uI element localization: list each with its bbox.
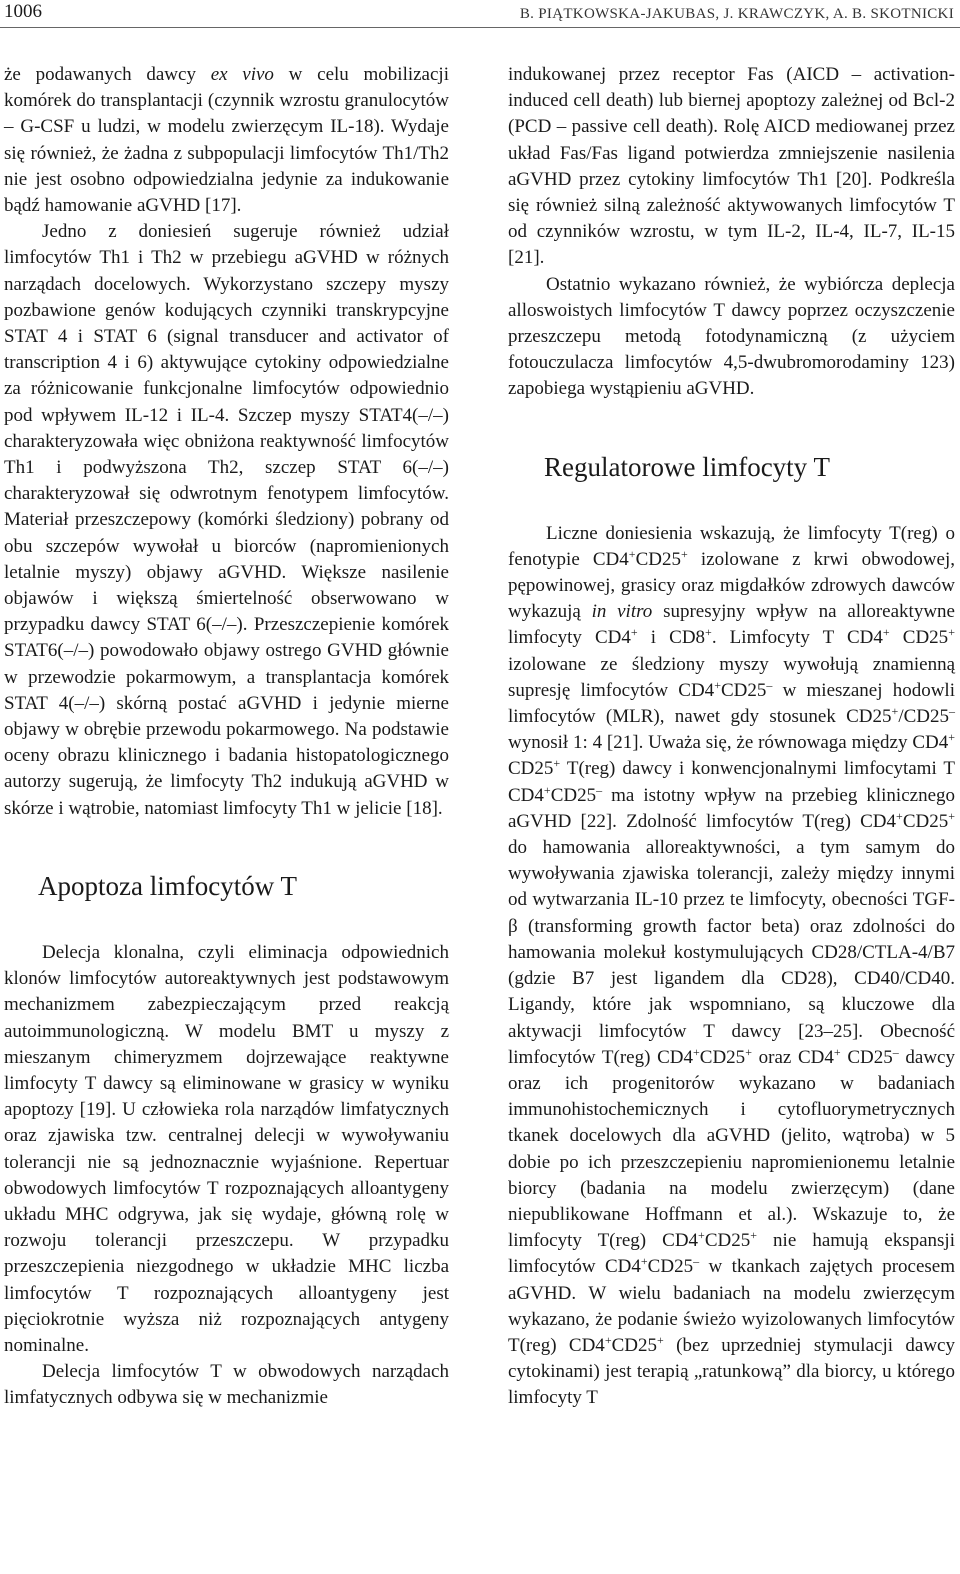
section-heading-regulatorowe: Regulatorowe limfocyty T [544, 451, 830, 482]
page-header [0, 0, 960, 26]
running-head: B. PIĄTKOWSKA-JAKUBAS, J. KRAWCZYK, A. B. SKOTNICKI [519, 6, 954, 22]
header-rule [0, 27, 960, 28]
left-paragraph-2: Jedno z doniesień sugeruje również udział limfocytów Th1 i Th2 w przebiegu aGVHD w różnych narządach docelowych. Wykorzystano szczepy myszy pozbawione genów kodujących czynniki transkrypcyjne STAT 4 i STAT 6 (signal transducer and activator of transcription 4 i 6) aktywujące cytokiny odpowiedzialne za różnicowanie funkcjonalne limfocytów odpowiednio pod wpływem IL-12 i IL-4. Szczep myszy STAT4(–/–) charakteryzowała więc obniżona reaktywność limfocytów Th1 i podwyższona Th2, szczep STAT 6(–/–) charakteryzował się odwrotnym fenotypem limfocytów. Materiał przeszczepowy (komórki śledziony) pobrany od obu szczepów wywołał u biorców (napromienionych letalnie myszy) objawy aGVHD. Większe nasilenie objawów i większą śmiertelność obserwowano w przypadku dawcy STAT 6(–/–). Przeszczepienie komórek STAT6(–/–) powodowało objawy ostrego GVHD głównie w przewodzie pokarmowym, a transplantacja komórek STAT 4(–/–) skórną postać aGVHD i jedynie mierne objawy w obrębie przewodu pokarmowego. Na podstawie oceny obrazu klinicznego i badania histopatologicznego autorzy sugerują, że limfocyty Th2 indukują aGVHD w skórze i wątrobie, natomiast limfocyty Th1 w jelicie [18]. [4, 221, 449, 819]
right-paragraph-3: Liczne doniesienia wskazują, że limfocyty T(reg) o fenotypie CD4+CD25+ izolowane z krwi obwodowej, pępowinowej, grasicy oraz migdałków zdrowych dawców wykazują in vitro supresyjny wpływ na alloreaktywne limfocyty CD4+ i CD8+. Limfocyty T CD4+ CD25+ izolowane ze śledziony myszy wywołują znamienną supresję limfocytów CD4+CD25– w mieszanej hodowli limfocytów (MLR), nawet gdy stosunek CD25+/CD25– wynosił 1: 4 [21]. Uważa się, że równowaga między CD4+ CD25+ T(reg) dawcy i konwencjonalnymi limfocytami T CD4+CD25– ma istotny wpływ na przebieg klinicznego aGVHD [22]. Zdolność limfocytów T(reg) CD4+CD25+ do hamowania alloreaktywności, a tym samym do wywoływania zjawiska tolerancji, zależy między innymi od wytwarzania IL-10 przez te limfocyty, obecności TGF-β (transforming growth factor beta) oraz zdolności do hamowania molekuł kostymulujących CD28/CTLA-4/B7 (gdzie B7 jest ligandem dla CD28), CD40/CD40. Ligandy, które jak wspomniano, są kluczowe dla aktywacji limfocytów T dawcy [23–25]. Obecność limfocytów T(reg) CD4+CD25+ oraz CD4+ CD25– dawcy oraz ich progenitorów wykazano w badaniach immunohistochemicznych i cytofluorymetrycznych tkanek docelowych dla aGVHD (jelito, wątroba) w 5 dobie po ich przeszczepieniu napromienionemu letalnie biorcy (badania na modelu zwierzęcym) (dane niepublikowane Hoffmann et al.). Wskazuje to, że limfocyty T(reg) CD4+CD25+ nie hamują ekspansji limfocytów CD4+CD25– w tkankach zajętych procesem aGVHD. W wielu badaniach na modelu zwierzęcym wykazano, że podanie świeżo wyizolowanych limfocytów T(reg) CD4+CD25+ (bez uprzedniej stymulacji dawcy cytokinami) jest terapią „ratunkową” dla biorcy, u którego limfocyty T [508, 522, 956, 1409]
right-column [508, 62, 955, 1412]
left-paragraph-3: Delecja klonalna, czyli eliminacja odpowiednich klonów limfocytów autoreaktywnych jest podstawowym mechanizmem zabezpieczającym przed reakcją autoimmunologiczną. W modelu BMT u myszy z mieszanym chimeryzmem dojrzewające reaktywne limfocyty T dawcy są eliminowane w grasicy w wyniku apoptozy [19]. U człowieka rola narządów limfatycznych oraz zjawiska tzw. centralnej delecji w wywoływaniu tolerancji nie są jednoznacznie wyjaśnione. Repertuar obwodowych limfocytów T rozpoznających alloantygeny układu MHC odgrywa, jak się wydaje, główną rolę w rozwoju tolerancji przeszczepu. W przypadku przeszczepienia niezgodnego w układzie MHC liczba limfocytów T rozpoznających alloantygeny jest pięciokrotnie wyższa niż rozpoznających antygeny nominalne. [4, 941, 449, 1356]
page-number: 1006 [4, 1, 42, 22]
left-column [4, 62, 449, 1412]
left-paragraph-4: Delecja limfocytów T w obwodowych narządach limfatycznych odbywa się w mechanizmie [4, 1361, 449, 1409]
section-heading-apoptoza: Apoptoza limfocytów T [38, 870, 297, 901]
right-paragraph-1: indukowanej przez receptor Fas (AICD – activation-induced cell death) lub biernej apoptozy zależnej od Bcl-2 (PCD – passive cell death). Rolę AICD mediowanej przez układ Fas/Fas ligand potwierdza zmniejszenie nasilenia aGVHD przez cytokiny limfocytów Th1 [20]. Podkreśla się również silną zależność aktywowanych limfocytów T od czynników wzrostu, w tym IL-2, IL-4, IL-7, IL-15 [21]. [508, 64, 955, 269]
right-paragraph-2: Ostatnio wykazano również, że wybiórcza deplecja alloswoistych limfocytów T dawcy poprzez oczyszczenie przeszczepu metodą fotodynamiczną (z użyciem fotouczulacza limfocytów 4,5-dwubromorodaminy 123) zapobiega wystąpieniu aGVHD. [508, 273, 955, 400]
left-paragraph-1: że podawanych dawcy ex vivo w celu mobilizacji komórek do transplantacji (czynnik wzrostu granulocytów – G-CSF u ludzi, w modelu zwierzęcym IL-18). Wydaje się również, że żadna z subpopulacji limfocytów Th1/Th2 nie jest osobno odpowiedzialna jedynie za indukowanie bądź hamowanie aGVHD [17]. [4, 64, 449, 217]
